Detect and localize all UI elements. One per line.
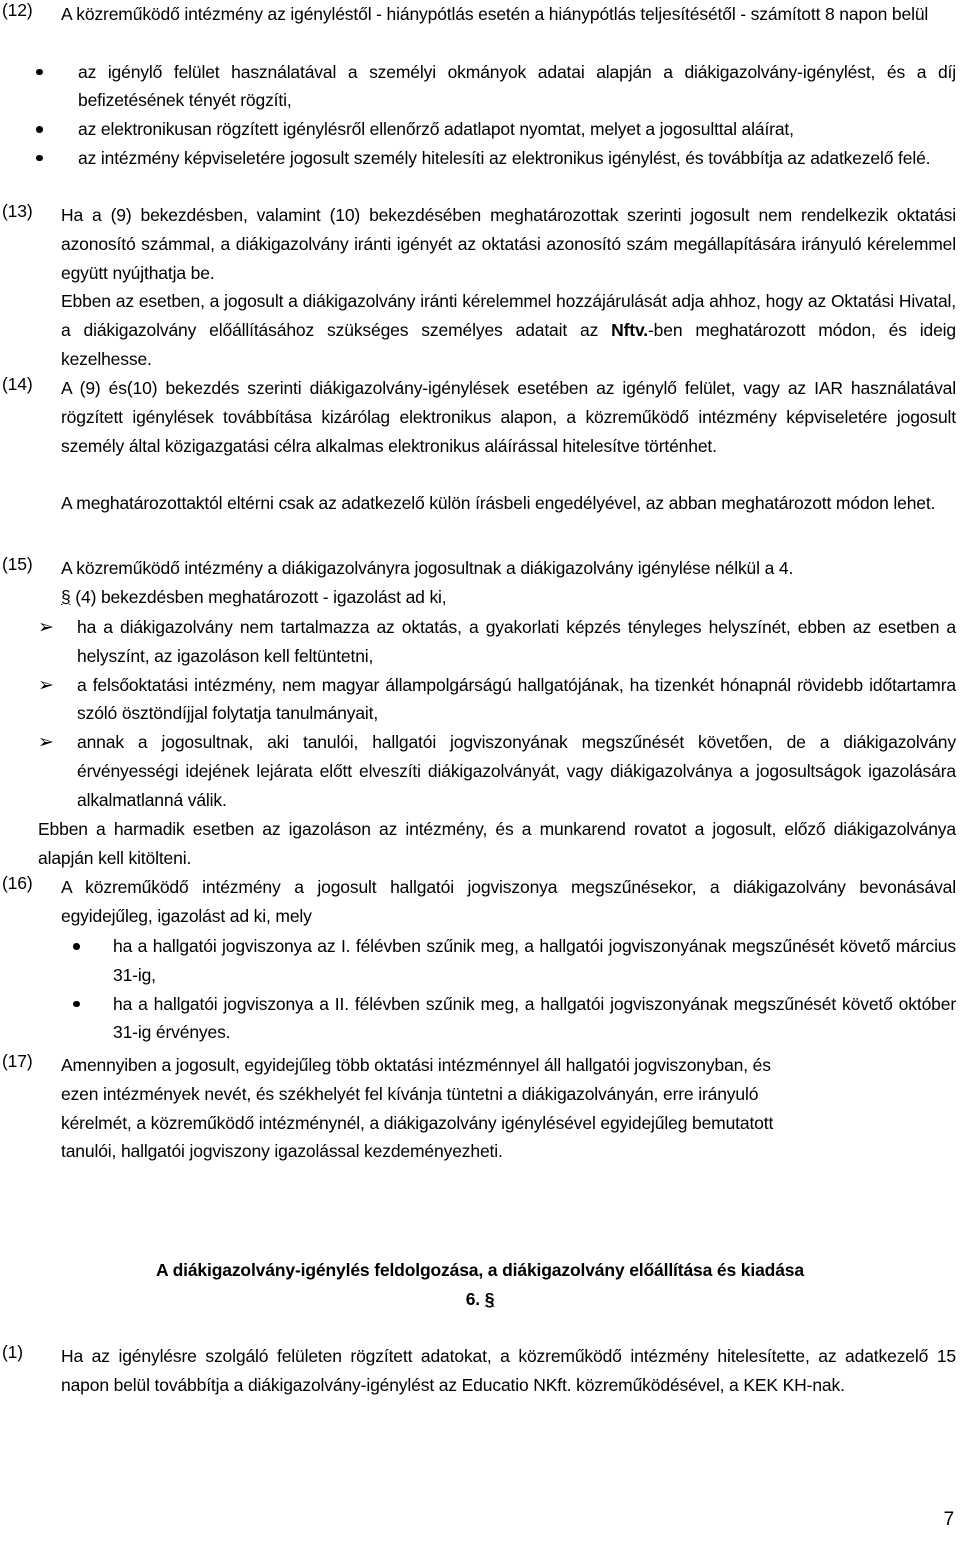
paragraph-text: A (9) és(10) bekezdés szerinti diákigazolvány-igénylések esetében az igénylő felület, vagy az IAR használatával rögzített igénylések továbbítása kizárólag elektronikus alapon, a közreműködő intézmény képviseletére jogosult személy által közigazgatási célra alkalmas elektronikus aláírással hitelesítve történhet. bbox=[61, 378, 956, 456]
paragraph-number: (17) bbox=[2, 1051, 33, 1071]
bullet-icon bbox=[73, 943, 80, 950]
section-number bbox=[0, 1285, 960, 1314]
paragraph-number: (16) bbox=[2, 873, 33, 893]
list-item-text: ha a hallgatói jogviszonya a II. félévben szűnik meg, a hallgatói jogviszonyának megszűnését követő október 31-ig érvényes. bbox=[113, 993, 956, 1043]
paragraph-text bbox=[61, 583, 956, 612]
list-item-text: ha a diákigazolvány nem tartalmazza az oktatás, a gyakorlati képzés tényleges helyszínét, ebben az esetben a helyszínt, az igazoláson kell feltüntetni, bbox=[77, 617, 956, 666]
paragraph-number: (12) bbox=[2, 0, 33, 20]
list-item-text: az intézmény képviseletére jogosult személy hitelesíti az elektronikus igénylést, és továbbítja az adatkezelő felé. bbox=[78, 147, 931, 168]
paragraph-text: Ha a (9) bekezdésben, valamint (10) bekezdésében meghatározottak szerinti jogosult nem rendelkezik oktatási azonosító számmal, a diákigazolvány iránti igényét az oktatási azonosító szám megállapítására irányuló kérelemmel együtt nyújthatja be. bbox=[61, 205, 956, 283]
arrow-bullet-icon: ➢ bbox=[38, 616, 54, 638]
paragraph-number: (14) bbox=[2, 374, 33, 394]
paragraph-line: tanulói, hallgatói jogviszony igazolással kezdeményezheti. bbox=[61, 1141, 503, 1162]
bullet-list bbox=[0, 58, 960, 173]
paragraph-text bbox=[61, 287, 956, 373]
list-item bbox=[0, 671, 956, 729]
paragraph-text: A meghatározottaktól eltérni csak az adatkezelő külön írásbeli engedélyével, az abban meghatározott módon lehet. bbox=[61, 493, 936, 514]
bullet-list bbox=[0, 932, 960, 1047]
paragraph-text: A közreműködő intézmény a diákigazolványra jogosultnak a diákigazolvány igénylése nélkül a 4. bbox=[61, 558, 794, 578]
list-item-text: az igénylő felület használatával a személyi okmányok adatai alapján a diákigazolvány-igénylést, és a díj befizetésének tényét rögzíti, bbox=[78, 61, 956, 111]
paragraph-line: kérelmét, a közreműködő intézménynél, a diákigazolvány igénylésével egyidejűleg bemutatott bbox=[61, 1112, 774, 1133]
section-sign: § bbox=[484, 1289, 495, 1309]
list-item bbox=[0, 115, 956, 144]
arrow-bullet-icon: ➢ bbox=[38, 673, 54, 696]
list-item bbox=[0, 613, 956, 671]
bullet-icon bbox=[36, 155, 43, 162]
paragraph-text: A közreműködő intézmény a jogosult hallgatói jogviszonya megszűnésekor, a diákigazolvány bevonásával egyidejűleg, igazolást ad ki, mely bbox=[61, 877, 956, 926]
arrow-bullet-icon: ➢ bbox=[38, 731, 54, 754]
list-item bbox=[0, 728, 956, 814]
law-abbreviation: Nftv. bbox=[611, 320, 648, 341]
list-item bbox=[0, 990, 956, 1048]
page-number: 7 bbox=[943, 1509, 954, 1530]
section-heading: A diákigazolvány-igénylés feldolgozása, a diákigazolvány előállítása és kiadása bbox=[156, 1260, 804, 1280]
list-item-text: az elektronikusan rögzített igénylésről ellenőrző adatlapot nyomtat, melyet a jogosulttal aláírat, bbox=[78, 119, 794, 140]
bullet-icon bbox=[73, 1001, 80, 1008]
paragraph-text: Ebben a harmadik esetben az igazoláson az intézmény, és a munkarend rovatot a jogosult, előző diákigazolványa alapján kell kitölteni. bbox=[38, 819, 956, 868]
paragraph-line: ezen intézmények nevét, és székhelyét fel kívánja tüntetni a diákigazolványán, erre irányuló bbox=[61, 1083, 759, 1104]
paragraph-text: A közreműködő intézmény az igényléstől - hiánypótlás esetén a hiánypótlás teljesítésétől - számított 8 napon belül bbox=[61, 4, 929, 24]
text-run: Ebben az esetben, a jogosult a diákigazolvány iránti kérelemmel hozzájárulását adja ahhoz, hogy az Oktatási Hivatal, a diákigazolvány előállításához szükséges személyes adatait az bbox=[61, 291, 956, 341]
list-item bbox=[0, 144, 956, 173]
paragraph-line: Amennyiben a jogosult, egyidejűleg több oktatási intézménnyel áll hallgatói jogviszonyban, és bbox=[61, 1055, 771, 1075]
text-run: -ben meghatározott módon, és ideig kezelhesse. bbox=[61, 320, 956, 369]
paragraph-number: (15) bbox=[2, 554, 33, 574]
section-number-text: 6. bbox=[465, 1289, 480, 1309]
text-run: (4) bekezdésben meghatározott - igazolást ad ki, bbox=[70, 586, 447, 607]
section-sign: § bbox=[61, 586, 71, 607]
paragraph-number: (13) bbox=[2, 201, 33, 221]
list-item-text: annak a jogosultnak, aki tanulói, hallgatói jogviszonyának megszűnését követően, de a diákigazolvány érvényességi idejének lejárata előtt elveszíti diákigazolványát, vagy diákigazolványa a jogosultságok igazolására alkalmatlanná válik. bbox=[77, 732, 956, 810]
list-item-text: ha a hallgatói jogviszonya az I. félévben szűnik meg, a hallgatói jogviszonyának megszűnését követő március 31-ig, bbox=[113, 936, 956, 985]
list-item-text: a felsőoktatási intézmény, nem magyar állampolgárságú hallgatójának, ha tizenkét hónapnál rövidebb időtartamra szóló ösztöndíjjal folytatja tanulmányait, bbox=[77, 674, 956, 724]
paragraph-number: (1) bbox=[2, 1342, 23, 1362]
arrow-list bbox=[0, 613, 960, 815]
list-item bbox=[0, 932, 956, 990]
paragraph-text: Ha az igénylésre szolgáló felületen rögzített adatokat, a közreműködő intézmény hitelesítette, az adatkezelő 15 napon belül továbbítja a diákigazolvány-igénylést az Educatio NKft. közreműködésével, a KEK KH-nak. bbox=[61, 1346, 956, 1395]
list-item bbox=[0, 58, 956, 116]
bullet-icon bbox=[36, 69, 43, 76]
bullet-icon bbox=[36, 126, 43, 133]
